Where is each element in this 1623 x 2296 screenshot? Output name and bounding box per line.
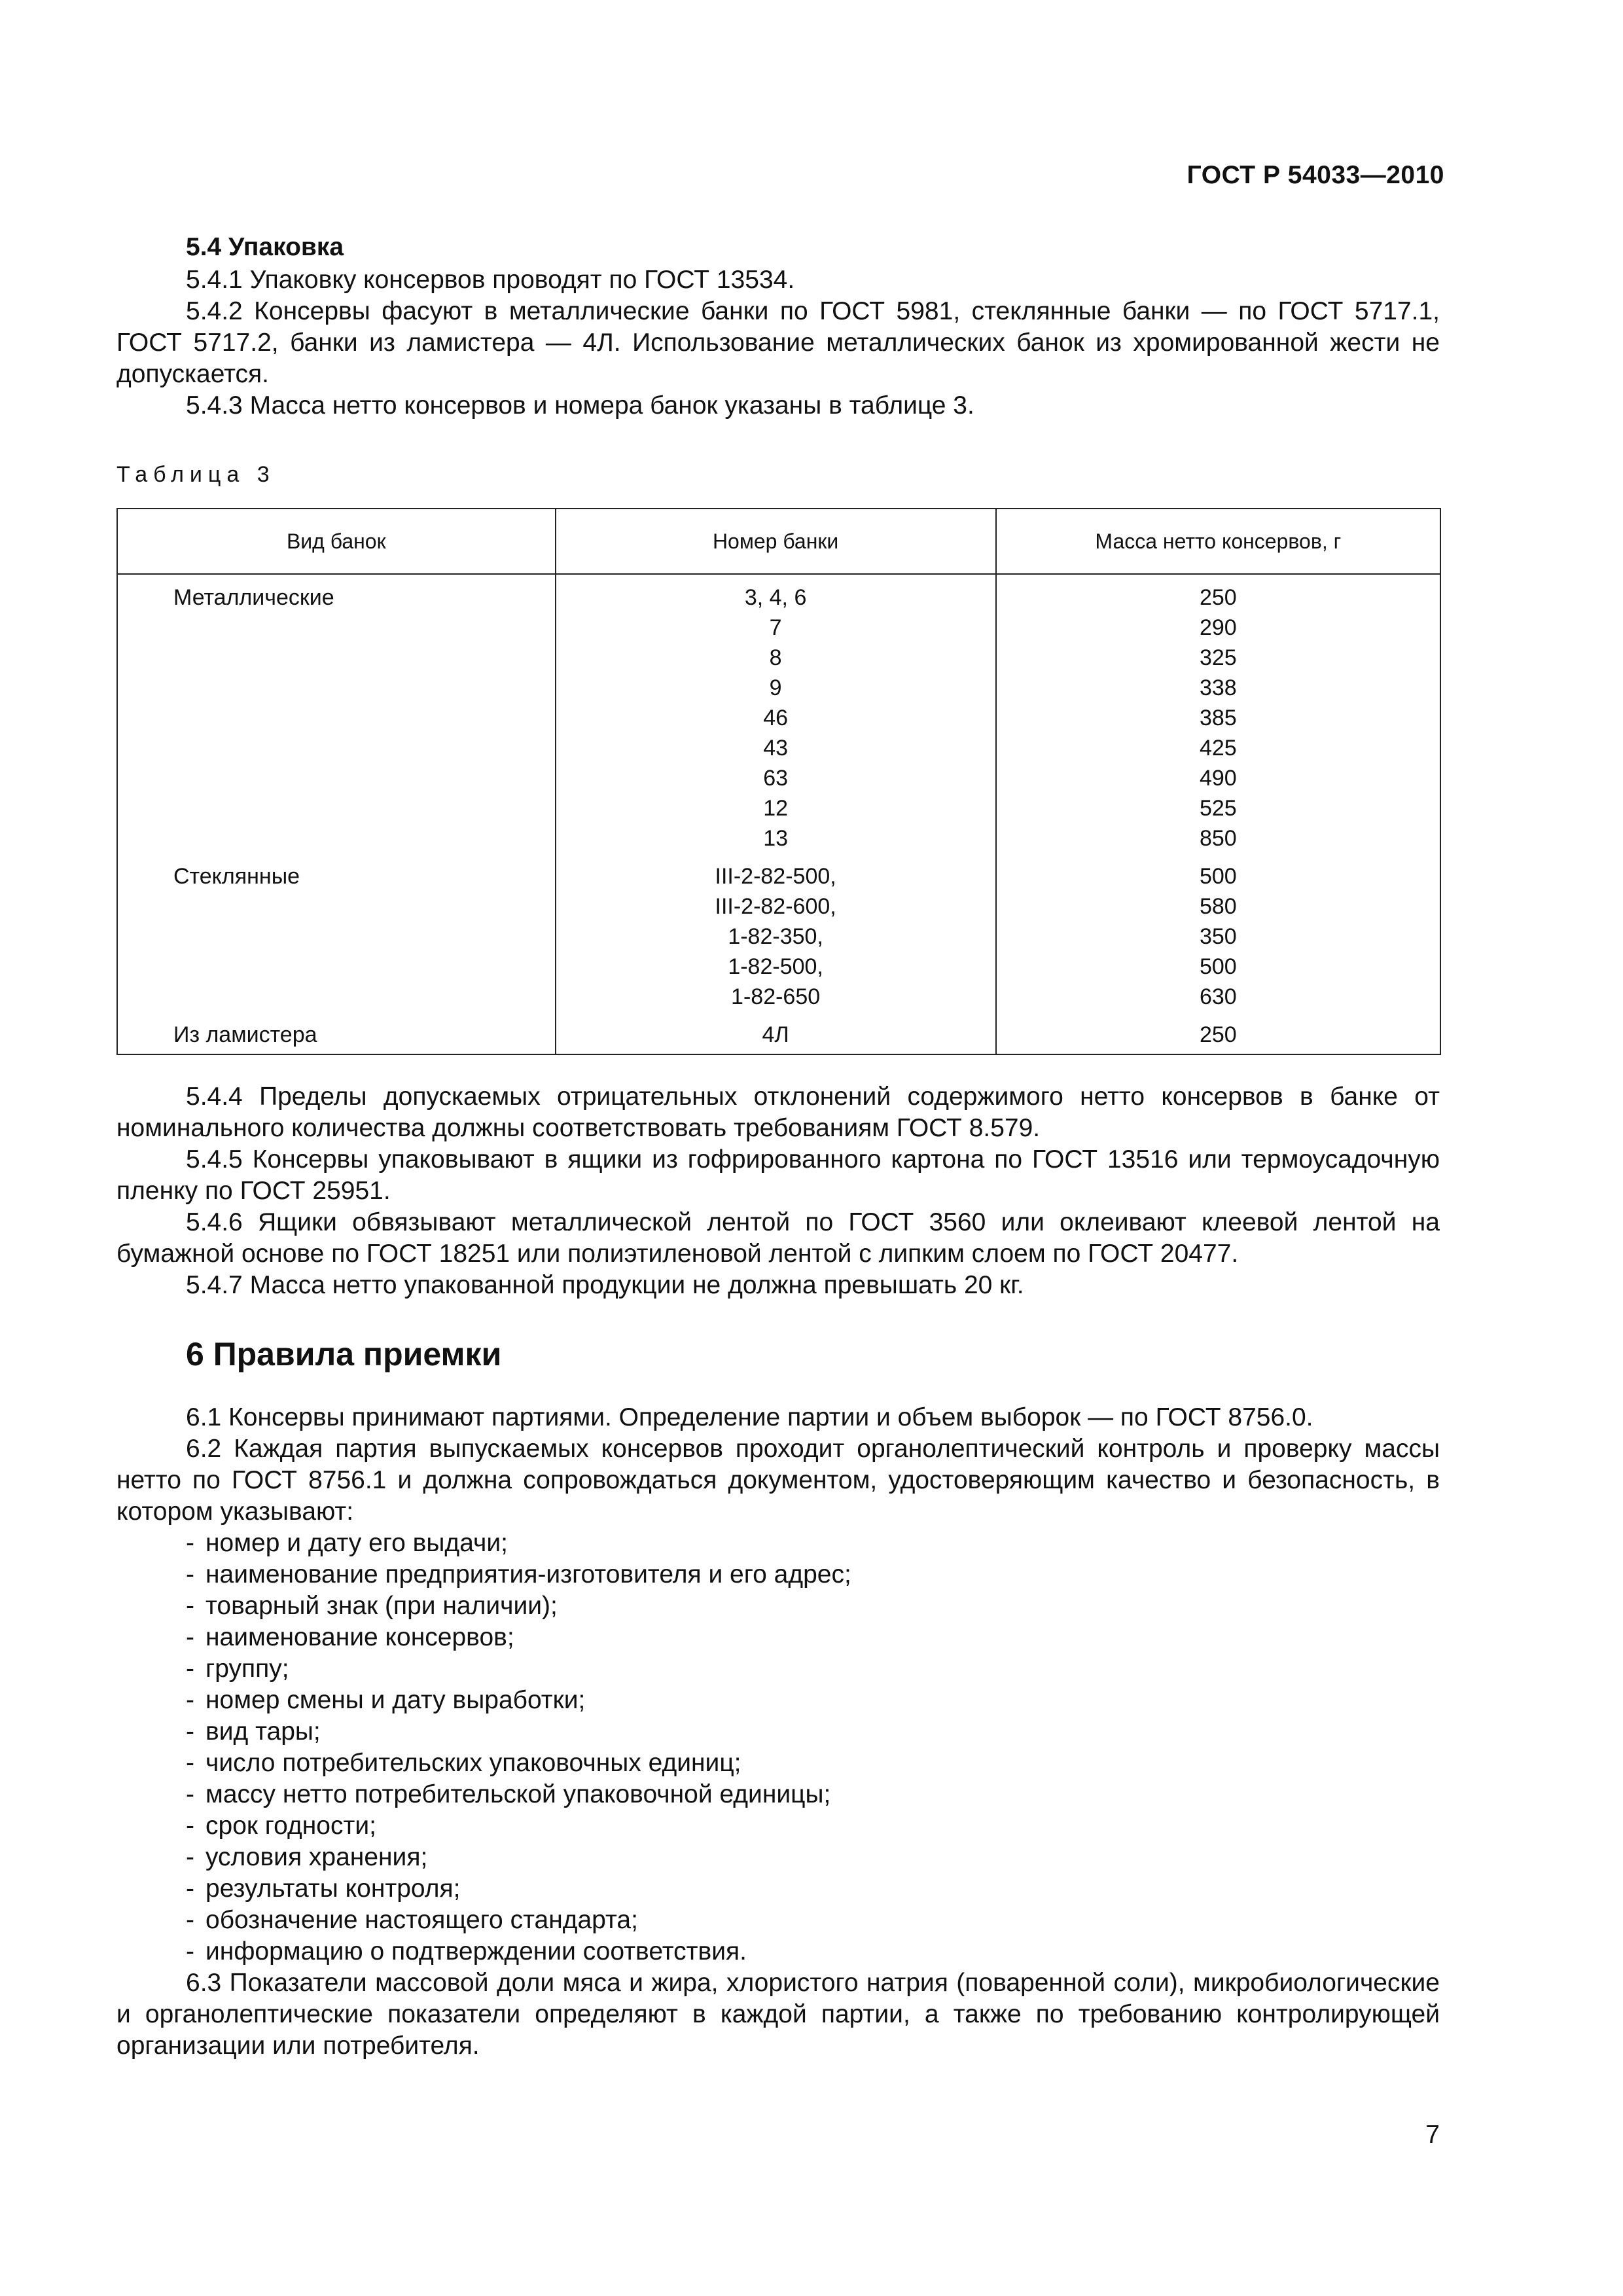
net-mass: 325 [1199, 645, 1237, 670]
table-row [117, 853, 1440, 1012]
list-item-text: наименование предприятия-изготовителя и его адрес; [205, 1560, 851, 1588]
section-heading-6: 6 Правила приемки [186, 1336, 502, 1372]
list-item [116, 1748, 1440, 1779]
cell-numbers [556, 574, 996, 853]
net-mass: 850 [1199, 826, 1237, 851]
list-item [116, 1873, 1440, 1905]
can-number: 1-82-500, [728, 954, 823, 979]
list-item [116, 1590, 1440, 1622]
dash-bullet: - [186, 1812, 194, 1840]
list-item-text: товарный знак (при наличии); [205, 1592, 558, 1620]
can-number: 4Л [762, 1022, 789, 1047]
cell-kind: Из ламистера [117, 1012, 556, 1054]
can-number: 63 [763, 766, 789, 791]
list-item-text: обозначение настоящего стандарта; [205, 1906, 638, 1934]
cell-masses [996, 1012, 1440, 1054]
dash-bullet: - [186, 1780, 194, 1808]
net-mass: 580 [1199, 894, 1237, 919]
table-header-row [117, 509, 1440, 574]
net-mass: 425 [1199, 736, 1237, 761]
net-mass: 500 [1199, 864, 1237, 889]
cell-kind: Металлические [117, 574, 556, 853]
net-mass: 525 [1199, 796, 1237, 821]
document-contents-list [116, 1528, 1440, 1967]
paragraph-6-1: 6.1 Консервы принимают партиями. Определение партии и объем выборок — по ГОСТ 8756.0. [186, 1403, 1313, 1431]
paragraph-5-4-2: 5.4.2 Консервы фасуют в металлические банки по ГОСТ 5981, стеклянные банки — по ГОСТ 5717.1, ГОСТ 5717.2, банки из ламистера — 4Л. Использование металлических банок из хромированной жести не допускается. [116, 297, 1440, 388]
paragraph-5-4-3: 5.4.3 Масса нетто консервов и номера банок указаны в таблице 3. [186, 391, 974, 420]
dash-bullet: - [186, 1749, 194, 1777]
dash-bullet: - [186, 1686, 194, 1714]
can-number: 43 [763, 736, 789, 761]
dash-bullet: - [186, 1655, 194, 1683]
list-item [116, 1653, 1440, 1685]
header-kind: Вид банок [117, 509, 556, 574]
paragraph-5-4-6: 5.4.6 Ящики обвязывают металлической лентой по ГОСТ 3560 или оклеивают клеевой лентой на бумажной основе по ГОСТ 18251 или полиэтиленовой лентой с липким слоем по ГОСТ 20477. [116, 1208, 1440, 1268]
list-item-text: условия хранения; [205, 1843, 428, 1871]
net-mass: 250 [1199, 585, 1237, 610]
list-item-text: массу нетто потребительской упаковочной единицы; [205, 1780, 831, 1808]
can-number: 13 [763, 826, 789, 851]
table-caption: Таблица 3 [116, 462, 276, 487]
list-item-text: результаты контроля; [205, 1874, 461, 1903]
net-mass: 290 [1199, 615, 1237, 640]
list-item [116, 1905, 1440, 1936]
list-item [116, 1810, 1440, 1842]
net-mass: 500 [1199, 954, 1237, 979]
dash-bullet: - [186, 1623, 194, 1651]
can-number: 12 [763, 796, 789, 821]
paragraph-5-4-1: 5.4.1 Упаковку консервов проводят по ГОСТ 13534. [186, 266, 795, 294]
dash-bullet: - [186, 1560, 194, 1588]
net-mass: 490 [1199, 766, 1237, 791]
list-item [116, 1842, 1440, 1873]
net-mass: 630 [1199, 984, 1237, 1009]
can-number: 7 [769, 615, 782, 640]
list-item [116, 1716, 1440, 1748]
list-item [116, 1528, 1440, 1559]
table-3 [116, 508, 1441, 1055]
list-item-text: число потребительских упаковочных единиц; [205, 1749, 741, 1777]
header-number: Номер банки [556, 509, 996, 574]
can-number: 1-82-650 [731, 984, 821, 1009]
paragraph-5-4-7: 5.4.7 Масса нетто упакованной продукции не должна превышать 20 кг. [186, 1271, 1024, 1299]
dash-bullet: - [186, 1717, 194, 1746]
paragraph-6-3: 6.3 Показатели массовой доли мяса и жира, хлористого натрия (поваренной соли), микробиологические и органолептические показатели определяют в каждой партии, а также по требованию контролирующей организации или потребителя. [116, 1969, 1440, 2060]
can-number: III-2-82-500, [715, 864, 836, 889]
paragraph-5-4-5: 5.4.5 Консервы упаковывают в ящики из гофрированного картона по ГОСТ 13516 или термоусадочную пленку по ГОСТ 25951. [116, 1145, 1440, 1205]
list-item-text: номер и дату его выдачи; [205, 1529, 508, 1557]
section-5-4-text [116, 264, 1440, 422]
net-mass: 338 [1199, 675, 1237, 700]
section-5-4-cont-text [116, 1081, 1440, 1301]
paragraph-5-4-4: 5.4.4 Пределы допускаемых отрицательных отклонений содержимого нетто консервов в банке от номинального количества должны соответствовать требованиям ГОСТ 8.579. [116, 1083, 1440, 1142]
dash-bullet: - [186, 1843, 194, 1871]
can-number: 1-82-350, [728, 924, 823, 949]
list-item-text: вид тары; [205, 1717, 321, 1746]
cell-kind: Стеклянные [117, 853, 556, 1012]
header-mass: Масса нетто консервов, г [996, 509, 1440, 574]
paragraph-6-2: 6.2 Каждая партия выпускаемых консервов проходит органолептический контроль и проверку массы нетто по ГОСТ 8756.1 и должна сопровождаться документом, удостоверяющим качество и безопасность, в котором указывают: [116, 1435, 1440, 1526]
cell-masses [996, 853, 1440, 1012]
list-item [116, 1936, 1440, 1967]
section-heading-5-4: 5.4 Упаковка [186, 233, 344, 261]
net-mass: 350 [1199, 924, 1237, 949]
can-number: 46 [763, 706, 789, 730]
list-item [116, 1685, 1440, 1716]
cell-numbers [556, 1012, 996, 1054]
dash-bullet: - [186, 1592, 194, 1620]
list-item-text: группу; [205, 1655, 289, 1683]
dash-bullet: - [186, 1874, 194, 1903]
list-item [116, 1622, 1440, 1653]
table-body [117, 574, 1440, 1054]
cell-numbers [556, 853, 996, 1012]
list-item [116, 1779, 1440, 1810]
list-item [116, 1559, 1440, 1590]
dash-bullet: - [186, 1906, 194, 1934]
can-number: 3, 4, 6 [744, 585, 807, 610]
list-item-text: срок годности; [205, 1812, 376, 1840]
net-mass: 385 [1199, 706, 1237, 730]
dash-bullet: - [186, 1937, 194, 1965]
table-row [117, 1012, 1440, 1054]
can-number: 9 [769, 675, 782, 700]
can-number: 8 [769, 645, 782, 670]
net-mass: 250 [1199, 1022, 1237, 1047]
list-item-text: наименование консервов; [205, 1623, 514, 1651]
section-6-text [116, 1402, 1440, 2062]
dash-bullet: - [186, 1529, 194, 1557]
page-number: 7 [1425, 2121, 1440, 2149]
list-item-text: номер смены и дату выработки; [205, 1686, 586, 1714]
can-number: III-2-82-600, [715, 894, 836, 919]
list-item-text: информацию о подтверждении соответствия. [205, 1937, 747, 1965]
standard-number: ГОСТ Р 54033—2010 [1186, 161, 1444, 189]
table-row [117, 574, 1440, 853]
cell-masses [996, 574, 1440, 853]
